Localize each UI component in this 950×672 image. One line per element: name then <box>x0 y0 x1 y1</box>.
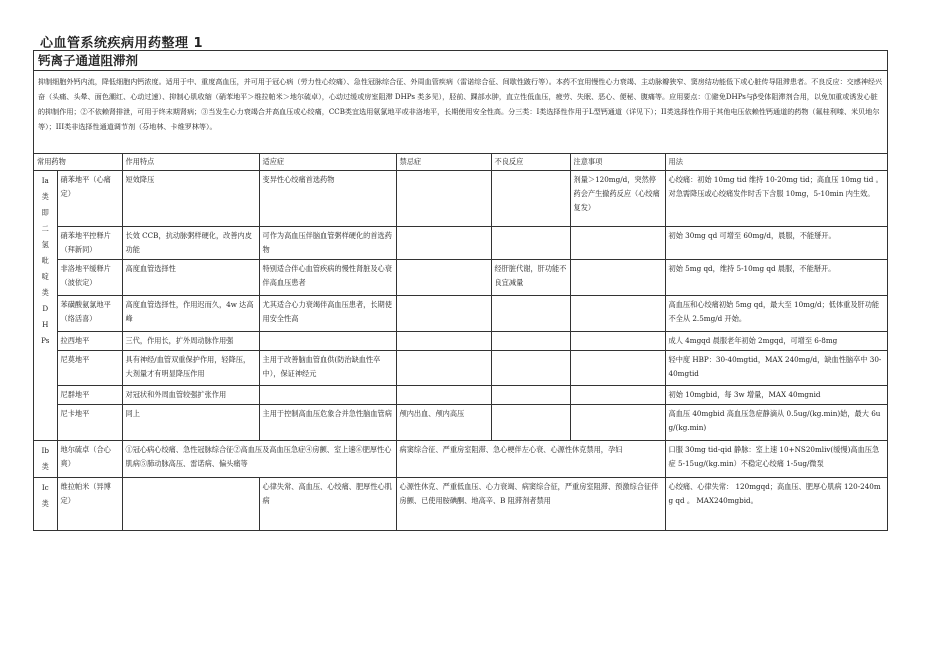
drug-usage: 轻中度 HBP：30-40mgtid，MAX 240mg/d，缺血性脑卒中 30-40mgtid <box>665 351 887 386</box>
drug-contraindication <box>396 386 491 405</box>
drug-contraindication <box>396 332 491 351</box>
table-row <box>34 386 887 405</box>
table-row <box>34 332 887 351</box>
drug-usage: 口服 30mg tid-qid 静脉：室上速 10+NS20mliv(缓慢)高血压急症 5-15ug/(kg.min）不稳定心绞痛 1-5ug/微泵 <box>665 441 887 478</box>
drug-feature: 短效降压 <box>122 171 259 227</box>
drug-notes <box>570 386 665 405</box>
drug-adverse <box>491 227 570 260</box>
drug-indication: 变异性心绞痛首选药物 <box>259 171 396 227</box>
drug-contraindication <box>396 351 491 386</box>
table-row <box>34 296 887 332</box>
drug-notes <box>570 227 665 260</box>
drug-indication: 主用于改善脑血管血供(防治缺血性卒中），保证神经元 <box>259 351 396 386</box>
drug-feature: ①冠心病心绞痛、急性冠脉综合征②高血压及高血压急症④房颤、室上速⑥肥厚性心肌病⑤肺动脉高压、雷诺病、偏头痛等 <box>122 441 396 478</box>
drug-name: 拉西地平 <box>57 332 122 351</box>
drug-name: 苯磺酸氨氯地平（络活喜） <box>57 296 122 332</box>
table-row <box>34 351 887 386</box>
drug-notes <box>570 296 665 332</box>
drug-name: 尼群地平 <box>57 386 122 405</box>
header-drug: 常用药物 <box>34 154 122 171</box>
table-row <box>34 227 887 260</box>
drug-adverse <box>491 386 570 405</box>
header-contraindication: 禁忌症 <box>396 154 491 171</box>
drug-table-sheet <box>33 50 888 531</box>
drug-feature: 长效 CCB，抗动脉粥样硬化，改善内皮功能 <box>122 227 259 260</box>
table-row <box>34 405 887 441</box>
drug-usage: 高血压 40mgbid 高血压急症静滴从 0.5ug/(kg.min)始，最大 6ug/(kg.min) <box>665 405 887 441</box>
drug-notes <box>570 260 665 296</box>
header-indication: 适应症 <box>259 154 396 171</box>
drug-notes <box>570 405 665 441</box>
drug-indication: 主用于控制高血压危象合并急性脑血管病 <box>259 405 396 441</box>
drug-indication <box>259 332 396 351</box>
drug-adverse <box>491 405 570 441</box>
drug-usage: 心绞痛、心律失常： 120mgqd；高血压、肥厚心肌病 120-240mg qd 。 MAX240mgbid。 <box>665 478 887 530</box>
header-feature: 作用特点 <box>122 154 259 171</box>
drug-usage: 初始 10mgbid，每 3w 增量，MAX 40mgnid <box>665 386 887 405</box>
table-row <box>34 478 887 530</box>
class-ib-label: Ib 类 <box>34 441 57 478</box>
table-row <box>34 171 887 227</box>
header-notes: 注意事项 <box>570 154 665 171</box>
drug-adverse <box>491 171 570 227</box>
class-ia-label: Ia 类 即 二 氢 吡 啶 类 D H Ps <box>34 171 57 441</box>
drug-contraindication: 颅内出血、颅内高压 <box>396 405 491 441</box>
drug-indication: 可作为高血压伴脑血管粥样硬化的首选药物 <box>259 227 396 260</box>
drug-indication: 心律失常、高血压、心绞痛、肥厚性心肌病 <box>259 478 396 530</box>
page-title: 心血管系统疾病用药整理 1 <box>40 36 204 51</box>
class-ic-label: Ic 类 <box>34 478 57 530</box>
drug-feature: 高度血管选择性 <box>122 260 259 296</box>
drug-indication: 尤其适合心力衰竭伴高血压患者，长期使用安全性高 <box>259 296 396 332</box>
drug-feature: 对冠状和外周血管较强扩张作用 <box>122 386 259 405</box>
drug-notes: 剂量＞120mg/d，突然停药会产生撤药反应（心绞痛复发） <box>570 171 665 227</box>
drug-feature: 三代，作用长，扩外周动脉作用强 <box>122 332 259 351</box>
drug-contraindication <box>396 260 491 296</box>
drug-usage: 成人 4mgqd 晨服老年初始 2mgqd，可增至 6-8mg <box>665 332 887 351</box>
table-row <box>34 260 887 296</box>
table-row <box>34 441 887 478</box>
drug-name: 硝苯地平控释片（拜新同） <box>57 227 122 260</box>
header-adverse: 不良反应 <box>491 154 570 171</box>
drug-adverse <box>491 332 570 351</box>
drug-usage: 高血压和心绞痛初始 5mg qd，最大至 10mg/d；低体重及肝功能不全从 2.5mg/d 开始。 <box>665 296 887 332</box>
drug-indication: 特别适合伴心血管疾病的慢性肾脏及心衰伴高血压患者 <box>259 260 396 296</box>
drug-feature: 同上 <box>122 405 259 441</box>
drug-usage: 初始 5mg qd，维持 5-10mg qd 晨服，不能掰开。 <box>665 260 887 296</box>
drug-notes <box>570 332 665 351</box>
drug-usage: 心绞痛：初始 10mg tid 维持 10-20mg tid；高血压 10mg tid 。对急需降压或心绞痛发作时舌下含服 10mg，5-10min 内生效。 <box>665 171 887 227</box>
drug-feature <box>122 478 259 530</box>
drug-name: 硝苯地平（心痛定） <box>57 171 122 227</box>
drug-adverse <box>491 351 570 386</box>
drug-indication <box>259 386 396 405</box>
drug-name: 尼卡地平 <box>57 405 122 441</box>
drug-contraindication <box>396 296 491 332</box>
table-header-row <box>34 154 887 171</box>
drug-adverse <box>491 296 570 332</box>
drug-usage: 初始 30mg qd 可增至 60mg/d，晨服，不能掰开。 <box>665 227 887 260</box>
drug-notes <box>570 351 665 386</box>
drug-adverse: 经肝脏代谢，肝功能不良宜减量 <box>491 260 570 296</box>
header-usage: 用法 <box>665 154 887 171</box>
drug-name: 维拉帕米（异博定） <box>57 478 122 530</box>
section-title: 钙离子通道阻滞剂 <box>34 51 887 71</box>
drug-name: 非洛地平缓释片（波依定） <box>57 260 122 296</box>
intro-paragraph: 抑制细胞外钙内流，降低细胞内钙浓度。适用于中、重度高血压，并可用于冠心病（劳力性心绞痛）、急性冠脉综合征、外周血管疾病（雷诺综合征、间歇性跛行等）。本药不宜用慢性心力衰竭、主动脉瓣狭窄、窦房结功能低下或心脏传导阻滞患者。不良反应：交感神经兴奋（头痛、头晕、面色潮红、心动过速）、抑制心肌收缩（硝苯地平＞维拉帕米＞地尔硫卓），心动过缓或房室阻滞 DHPs 类多见），胫前、踝部水肿，直立性低血压，疲劳、失眠、恶心、便秘、腹痛等。应用要点：①避免DHPs与β受体阻滞剂合用，以免加重或诱发心脏的抑制作用；②不依赖肾排泄，可用于终末期肾病；③当发生心力衰竭合并高血压或心绞痛，CCB类宜选用氨氯地平或非洛地平，长期使用安全性高。分三类：I类选择性作用于L型钙通道（详见下）；II类选择性作用于其他电压依赖性钙通道的药物（氟桂利嗪、米贝地尔等）；III类非选择性通道调节剂（芬地林、卡维罗林等）。 <box>34 71 887 154</box>
drug-contraindication: 心源性休克、严重低血压、心力衰竭、病窦综合征，严重房室阻滞、预激综合征伴房颤、已使用胺碘酮、地高辛、B 阻滞剂者禁用 <box>396 478 665 530</box>
drug-table <box>34 154 887 530</box>
drug-name: 尼莫地平 <box>57 351 122 386</box>
drug-feature: 高度血管选择性，作用迟而久，4w 达高峰 <box>122 296 259 332</box>
drug-contraindication: 病窦综合征、严重房室阻滞、急心梗伴左心衰、心源性休克禁用，孕妇 <box>396 441 665 478</box>
drug-feature: 具有神经/血管双重保护作用，轻降压，大剂量才有明显降压作用 <box>122 351 259 386</box>
drug-name: 地尔硫卓（合心爽） <box>57 441 122 478</box>
drug-contraindication <box>396 227 491 260</box>
drug-contraindication <box>396 171 491 227</box>
